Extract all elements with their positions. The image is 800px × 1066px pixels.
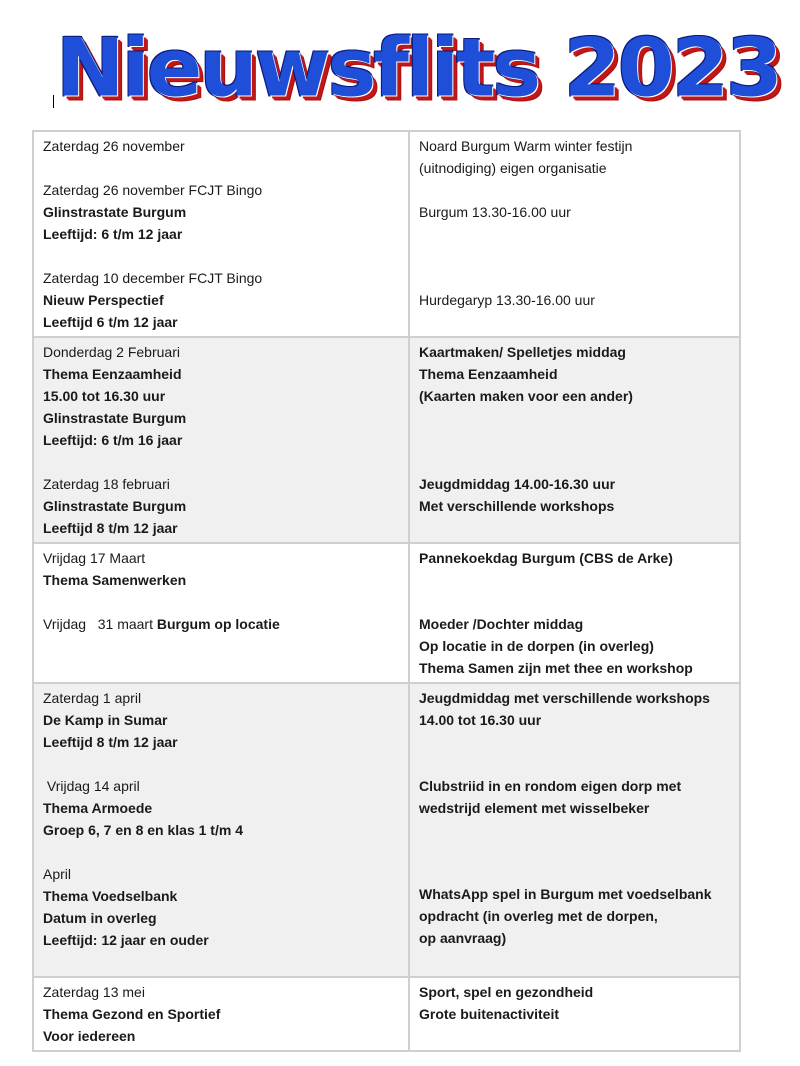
event-description: Clubstriid in en rondom eigen dorp met (419, 778, 682, 794)
event-age: Leeftijd 8 t/m 12 jaar (43, 520, 178, 536)
event-description: (uitnodiging) eigen organisatie (419, 160, 607, 176)
event-age: Leeftijd 6 t/m 12 jaar (43, 314, 178, 330)
event-date: Zaterdag 1 april (43, 690, 142, 706)
event-theme: Thema Samen zijn met thee en workshop (419, 660, 693, 676)
event-description: Op locatie in de dorpen (in overleg) (419, 638, 654, 654)
event-description: Sport, spel en gezondheid (419, 984, 594, 1000)
event-date-line (43, 613, 400, 635)
event-theme: Thema Eenzaamheid (419, 366, 558, 382)
event-age: Leeftijd: 6 t/m 16 jaar (43, 432, 183, 448)
event-location: Glinstrastate Burgum (43, 204, 187, 220)
event-date: Zaterdag 10 december FCJT Bingo (43, 270, 263, 286)
event-description: opdracht (in overleg met de dorpen, (419, 908, 658, 924)
event-audience: Groep 6, 7 en 8 en klas 1 t/m 4 (43, 822, 243, 838)
event-description: Kaartmaken/ Spelletjes middag (419, 344, 626, 360)
event-age: Leeftijd: 12 jaar en ouder (43, 932, 209, 948)
event-location: Glinstrastate Burgum (43, 410, 187, 426)
event-time: 15.00 tot 16.30 uur (43, 388, 166, 404)
table-row (33, 543, 740, 683)
event-age: Leeftijd: 6 t/m 12 jaar (43, 226, 183, 242)
event-theme: Thema Armoede (43, 800, 153, 816)
table-cell-left (33, 337, 409, 543)
table-cell-right (409, 683, 740, 977)
event-description: Jeugdmiddag 14.00-16.30 uur (419, 476, 616, 492)
event-description: op aanvraag) (419, 930, 507, 946)
event-location: De Kamp in Sumar (43, 712, 168, 728)
event-description: wedstrijd element met wisselbeker (419, 800, 650, 816)
table-row (33, 977, 740, 1051)
event-date-note: Datum in overleg (43, 910, 157, 926)
event-theme: Thema Voedselbank (43, 888, 178, 904)
event-theme: Thema Samenwerken (43, 572, 187, 588)
event-theme: Thema Gezond en Sportief (43, 1006, 221, 1022)
event-description: Noard Burgum Warm winter festijn (419, 138, 633, 154)
table-cell-right (409, 977, 740, 1051)
event-age: Leeftijd 8 t/m 12 jaar (43, 734, 178, 750)
event-location: Glinstrastate Burgum (43, 498, 187, 514)
event-time: Hurdegaryp 13.30-16.00 uur (419, 292, 595, 308)
event-date: Zaterdag 13 mei (43, 984, 145, 1000)
event-description: Moeder /Dochter middag (419, 616, 584, 632)
text-cursor (53, 95, 54, 108)
event-date: Zaterdag 26 november FCJT Bingo (43, 182, 263, 198)
table-cell-right (409, 131, 740, 337)
event-description: (Kaarten maken voor een ander) (419, 388, 633, 404)
event-description: WhatsApp spel in Burgum met voedselbank (419, 886, 712, 902)
event-time: 14.00 tot 16.30 uur (419, 712, 542, 728)
table-row (33, 683, 740, 977)
events-table (32, 130, 741, 1052)
event-location: Nieuw Perspectief (43, 292, 164, 308)
event-date: Zaterdag 18 februari (43, 476, 170, 492)
table-row (33, 131, 740, 337)
event-date: Zaterdag 26 november (43, 138, 185, 154)
event-date: Donderdag 2 Februari (43, 344, 180, 360)
event-time: Burgum 13.30-16.00 uur (419, 204, 571, 220)
event-description: Pannekoekdag Burgum (CBS de Arke) (419, 550, 673, 566)
table-row (33, 337, 740, 543)
page-title: Nieuwsflits 2023 (56, 21, 780, 116)
event-date: Vrijdag 31 maart (43, 616, 157, 632)
event-description: Grote buitenactiviteit (419, 1006, 560, 1022)
event-description: Jeugdmiddag met verschillende workshops (419, 690, 710, 706)
table-cell-left (33, 977, 409, 1051)
table-cell-left (33, 543, 409, 683)
table-cell-right (409, 543, 740, 683)
table-cell-left (33, 683, 409, 977)
event-location: Burgum op locatie (156, 616, 280, 632)
table-cell-left (33, 131, 409, 337)
event-date: April (43, 866, 72, 882)
event-description: Met verschillende workshops (419, 498, 615, 514)
event-theme: Thema Eenzaamheid (43, 366, 182, 382)
table-cell-right (409, 337, 740, 543)
event-date: Vrijdag 17 Maart (43, 550, 146, 566)
event-date: Vrijdag 14 april (43, 778, 140, 794)
event-audience: Voor iedereen (43, 1028, 136, 1044)
